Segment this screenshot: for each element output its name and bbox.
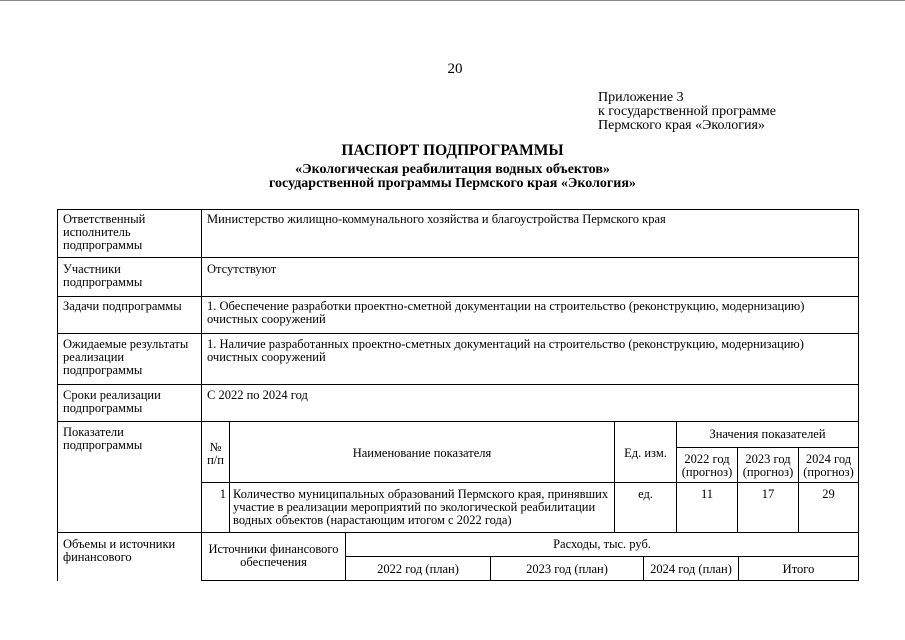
- program-name: государственной программы Пермского края «Экология»: [269, 176, 636, 191]
- terms-value: С 2022 по 2024 год: [207, 388, 308, 402]
- indicator-year-2022-header: 2022 год (прогноз): [681, 452, 733, 479]
- indicator-num: 1: [219, 487, 226, 501]
- column-divider: [614, 421, 615, 532]
- page-number: 20: [447, 61, 463, 77]
- indicator-unit-header: Ед. изм.: [624, 446, 667, 460]
- appendix-line-1: Приложение 3: [598, 90, 684, 105]
- tasks-value: 1. Обеспечение разработки проектно-сметной документации на строительство (реконструкцию, модернизацию) очистных сооружений: [207, 299, 805, 326]
- results-label: Ожидаемые результаты реализации подпрограммы: [63, 337, 189, 377]
- appendix-line-2: к государственной программе: [598, 104, 776, 119]
- row-divider: [345, 556, 859, 557]
- table-border: [858, 209, 859, 581]
- participants-label: Участники подпрограммы: [63, 262, 143, 289]
- row-divider: [676, 447, 859, 448]
- row-divider: [57, 296, 859, 297]
- finance-expenses-header: Расходы, тыс. руб.: [553, 537, 651, 551]
- finance-sources-header: Источники финансового обеспечения: [208, 542, 339, 569]
- row-divider: [57, 333, 859, 334]
- finance-label: Объемы и источники финансового: [63, 537, 176, 564]
- row-divider: [57, 384, 859, 385]
- indicator-values-header: Значения показателей: [709, 427, 826, 441]
- finance-col-total: Итого: [782, 562, 815, 576]
- indicator-year-2023-header: 2023 год (прогноз): [742, 452, 794, 479]
- indicators-label: Показатели подпрограммы: [63, 425, 143, 452]
- table-border: [201, 580, 859, 581]
- results-value: 1. Наличие разработанных проектно-сметных документаций на строительство (реконструкцию, модернизацию) очистных сооружений: [207, 337, 804, 364]
- indicator-value-2023: 17: [761, 487, 775, 501]
- terms-label: Сроки реализации подпрограммы: [63, 388, 161, 415]
- finance-col-2022: 2022 год (план): [377, 562, 459, 576]
- tasks-label: Задачи подпрограммы: [63, 299, 182, 313]
- appendix-line-3: Пермского края «Экология»: [598, 118, 765, 133]
- row-divider: [57, 257, 859, 258]
- row-divider: [57, 421, 859, 422]
- row-divider: [201, 482, 859, 483]
- scan-top-edge: [0, 0, 905, 1]
- subprogram-name: «Экологическая реабилитация водных объектов»: [295, 162, 610, 177]
- indicator-value-2022: 11: [700, 487, 714, 501]
- appendix-note: [598, 91, 776, 133]
- indicator-num-header: № п/п: [207, 440, 224, 467]
- table-border: [57, 209, 859, 210]
- indicator-year-2024-header: 2024 год (прогноз): [803, 452, 854, 479]
- finance-col-2023: 2023 год (план): [526, 562, 608, 576]
- row-divider: [57, 532, 859, 533]
- indicator-name-header: Наименование показателя: [352, 446, 492, 460]
- participants-value: Отсутствуют: [207, 262, 277, 276]
- executor-value: Министерство жилищно-коммунального хозяйства и благоустройства Пермского края: [207, 212, 666, 226]
- finance-col-2024: 2024 год (план): [650, 562, 732, 576]
- indicator-name: Количество муниципальных образований Пермского края, принявших участие в реализации мероприятий по экологической реабилитации водных объектов (нарастающим итогом с 2022 года): [233, 487, 609, 527]
- executor-label: Ответственный исполнитель подпрограммы: [63, 212, 146, 252]
- indicator-unit: ед.: [638, 487, 653, 501]
- document-title: ПАСПОРТ ПОДПРОГРАММЫ: [341, 142, 564, 159]
- indicator-value-2024: 29: [822, 487, 835, 501]
